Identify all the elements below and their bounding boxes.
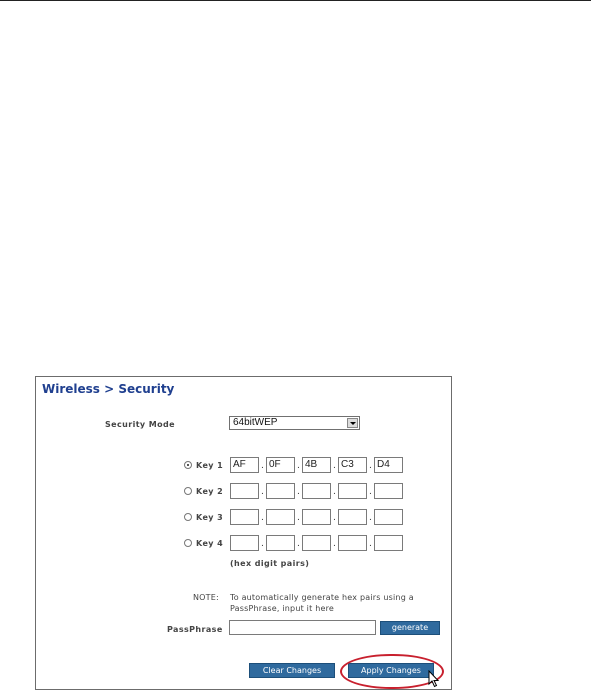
separator-dot: . (369, 487, 372, 497)
key-1-hex-5[interactable]: D4 (374, 457, 403, 473)
note-line-2: PassPhrase, input it here (230, 604, 335, 613)
separator-dot: . (333, 487, 336, 497)
hex-hint: (hex digit pairs) (230, 559, 310, 568)
separator-dot: . (261, 539, 264, 549)
key-1-hex-2[interactable]: 0F (266, 457, 295, 473)
key-3-radio[interactable] (184, 513, 192, 521)
separator-dot: . (297, 487, 300, 497)
key-2-hex-2[interactable] (266, 483, 295, 499)
key-4-label: Key 4 (196, 539, 224, 548)
key-3-hex-3[interactable] (302, 509, 331, 525)
key-4-radio[interactable] (184, 539, 192, 547)
key-2-hex-3[interactable] (302, 483, 331, 499)
key-2-radio[interactable] (184, 487, 192, 495)
mouse-pointer-icon (428, 670, 440, 688)
key-3-hex-4[interactable] (338, 509, 367, 525)
separator-dot: . (333, 461, 336, 471)
separator-dot: . (333, 539, 336, 549)
chevron-down-icon[interactable] (347, 418, 358, 428)
passphrase-label: PassPhrase (167, 625, 223, 634)
page-top-rule (0, 0, 591, 1)
note-label: NOTE: (193, 593, 219, 602)
passphrase-input[interactable] (229, 620, 376, 635)
key-4-hex-4[interactable] (338, 535, 367, 551)
generate-button[interactable]: generate (380, 621, 440, 635)
separator-dot: . (369, 461, 372, 471)
key-1-label: Key 1 (196, 461, 224, 470)
key-1-hex-4[interactable]: C3 (338, 457, 367, 473)
key-3-label: Key 3 (196, 513, 224, 522)
key-4-hex-3[interactable] (302, 535, 331, 551)
key-3-hex-2[interactable] (266, 509, 295, 525)
separator-dot: . (297, 461, 300, 471)
note-line-1: To automatically generate hex pairs using a (230, 593, 414, 602)
wireless-security-panel (35, 376, 452, 690)
key-4-hex-2[interactable] (266, 535, 295, 551)
separator-dot: . (297, 513, 300, 523)
apply-changes-button[interactable]: Apply Changes (348, 663, 434, 678)
security-mode-value: 64bitWEP (233, 417, 278, 428)
key-2-hex-4[interactable] (338, 483, 367, 499)
key-2-hex-1[interactable] (230, 483, 259, 499)
key-2-label: Key 2 (196, 487, 224, 496)
separator-dot: . (261, 461, 264, 471)
separator-dot: . (261, 513, 264, 523)
key-3-hex-1[interactable] (230, 509, 259, 525)
clear-changes-button[interactable]: Clear Changes (249, 663, 335, 678)
key-1-hex-3[interactable]: 4B (302, 457, 331, 473)
key-1-radio[interactable] (184, 461, 192, 469)
separator-dot: . (369, 513, 372, 523)
security-mode-select[interactable] (229, 416, 360, 430)
separator-dot: . (333, 513, 336, 523)
key-3-hex-5[interactable] (374, 509, 403, 525)
security-mode-label: Security Mode (105, 420, 175, 429)
key-4-hex-5[interactable] (374, 535, 403, 551)
separator-dot: . (261, 487, 264, 497)
key-1-hex-1[interactable]: AF (230, 457, 259, 473)
key-4-hex-1[interactable] (230, 535, 259, 551)
key-2-hex-5[interactable] (374, 483, 403, 499)
separator-dot: . (369, 539, 372, 549)
page-title: Wireless > Security (42, 382, 175, 396)
separator-dot: . (297, 539, 300, 549)
